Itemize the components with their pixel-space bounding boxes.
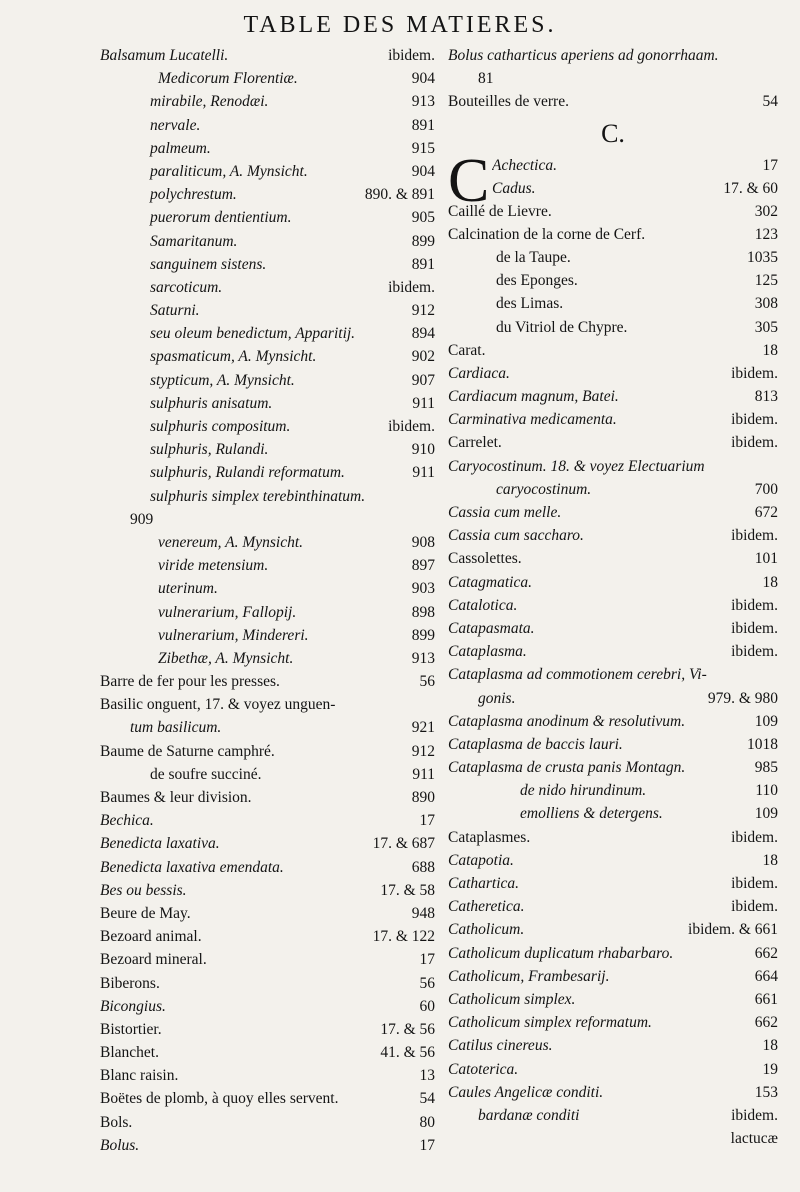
entry-text: Catholicum. [448,921,525,939]
index-entry [448,779,778,802]
entry-page-ref: 905 [411,209,435,227]
section-letter: C. [601,118,625,148]
entry-page-ref: ibidem. [731,596,778,614]
entry-text: nervale. [150,116,201,134]
entry-page-ref: 56 [419,673,435,691]
entry-text: des Limas. [496,295,564,313]
entry-text: puerorum dentientium. [150,209,292,227]
index-entry [100,438,435,461]
entry-page-ref: 17. & 122 [372,928,435,946]
entry-text: Catagmatica. [448,573,532,591]
index-entry [448,524,778,547]
entry-text: Catapasmata. [448,619,535,637]
index-entry [100,577,435,600]
index-entry [100,995,435,1018]
entry-page-ref: 13 [419,1067,435,1085]
index-entry [100,740,435,763]
index-entry [448,385,778,408]
entry-page-ref: 908 [411,533,435,551]
entry-text: Bechica. [100,812,154,830]
entry-page-ref: 899 [411,626,435,644]
index-entry [448,269,778,292]
entry-page-ref: 948 [411,904,435,922]
index-entry: Achectica. 17 [492,156,778,174]
entry-text: Cardiaca. [448,364,510,382]
entry-page-ref: 897 [411,557,435,575]
entry-text: Bols. [100,1113,133,1131]
index-entry [448,988,778,1011]
entry-text: paraliticum, A. Mynsicht. [150,162,308,180]
entry-page-ref: 890. & 891 [364,186,435,204]
index-entry [100,1064,435,1087]
entry-page-ref: 911 [412,464,435,482]
entry-page-ref: 1035 [747,248,778,266]
entry-page-ref: 915 [411,139,435,157]
entry-page-ref: 110 [755,782,778,800]
entry-page-ref: ibidem. [731,364,778,382]
index-entry [448,663,778,686]
index-entry [100,624,435,647]
index-entry [448,408,778,431]
entry-text: Catholicum, Frambesarij. [448,967,610,985]
entry-text: Bezoard mineral. [100,951,207,969]
entry-page-ref: 672 [754,504,778,521]
entry-text: Blanc raisin. [100,1067,179,1085]
index-entry [448,571,778,594]
entry-page-ref: 17. & 58 [380,881,435,899]
entry-text: Medicorum Florentiæ. [158,70,298,88]
index-entry [100,67,435,90]
entry-text: Cassia cum melle. [448,504,562,521]
entry-text: stypticum, A. Mynsicht. [150,371,295,389]
entry-text: emolliens & detergens. [520,805,663,823]
entry-page-ref: 17 [419,951,435,969]
entry-page-ref: ibidem. [731,411,778,429]
entry-page-ref: 891 [411,255,435,273]
index-entry [100,160,435,183]
entry-text: Bolus. [100,1136,140,1154]
index-entry [448,802,778,825]
entry-page-ref: lactucæ [730,1130,778,1148]
index-entry [448,316,778,339]
index-entry [100,1018,435,1041]
index-entry [448,478,778,501]
entry-page-ref: ibidem. & 661 [688,921,778,939]
entry-page-ref: 123 [754,225,778,243]
index-entry [100,972,435,995]
index-entry [100,879,435,902]
entry-text: Baume de Saturne camphré. [100,742,275,760]
index-entry [100,461,435,484]
entry-page-ref: 18 [762,341,778,359]
entry-page-ref: 913 [411,93,435,111]
index-entry [100,183,435,206]
index-entry [100,786,435,809]
index-entry [100,693,435,716]
entry-text: Saturni. [150,302,200,320]
entry-text: polychrestum. [150,186,237,204]
index-entry [448,617,778,640]
entry-text: seu oleum benedictum, Apparitij. [150,325,356,343]
index-entry [448,292,778,315]
entry-text: Catoterica. [448,1060,519,1078]
entry-page-ref: 899 [411,232,435,250]
entry-page-ref: 661 [754,990,778,1008]
index-entry [100,253,435,276]
index-entry [100,1134,435,1157]
entry-page-ref: ibidem. [388,418,435,435]
index-entry [100,90,435,113]
entry-page-ref: 910 [411,441,435,459]
entry-page-ref: ibidem. [388,47,435,64]
index-entry [100,832,435,855]
entry-page-ref: 700 [754,480,778,498]
index-entry [100,902,435,925]
index-entry [448,1011,778,1034]
entry-text: Bouteilles de verre. [448,93,569,111]
index-entry [448,594,778,617]
index-entry [100,1111,435,1134]
dropcap-letter: C [448,146,490,215]
entry-page-ref: 912 [411,742,435,760]
index-entry [100,925,435,948]
index-entry [448,90,778,113]
entry-text: Cataplasma de crusta panis Montagn. [448,759,686,777]
index-entry [448,895,778,918]
index-entry [448,826,778,849]
page-title: TABLE DES MATIERES. [243,12,557,38]
entry-text: sulphuris simplex terebinthinatum. [150,487,366,505]
entry-text: spasmaticum, A. Mynsicht. [150,348,317,366]
index-entry [448,362,778,385]
entry-page-ref: 17. & 56 [380,1020,435,1038]
entry-text: Bistortier. [100,1020,162,1038]
entry-page-ref: 912 [411,302,435,320]
index-entry [100,485,435,508]
entry-page-ref: 904 [411,70,435,88]
entry-text: Boëtes de plomb, à quoy elles servent. [100,1090,339,1108]
entry-page-ref: 979. & 980 [707,689,778,707]
entry-text: Biberons. [100,974,160,992]
index-entry [448,501,778,524]
entry-page-ref: 921 [411,719,435,737]
entry-page-ref: 19 [762,1060,778,1078]
entry-text: Benedicta laxativa. [100,835,220,853]
index-entry [448,756,778,779]
entry-page-ref: ibidem. [731,619,778,637]
entry-page-ref: 688 [411,858,435,876]
index-entry [448,44,778,67]
index-entry [448,918,778,941]
index-entry [448,547,778,570]
entry-text: Catholicum simplex. [448,990,576,1008]
entry-page-ref: ibidem. [731,1106,778,1124]
index-entry [100,392,435,415]
entry-text: palmeum. [150,139,211,157]
index-entry [100,230,435,253]
entry-text: sanguinem sistens. [150,255,267,273]
entry-page-ref: 911 [412,394,435,412]
entry-text: sulphuris anisatum. [150,394,273,412]
index-entry [100,322,435,345]
entry-page-ref: 902 [411,348,435,366]
index-entry [448,965,778,988]
entry-text: Bes ou bessis. [100,881,187,899]
entry-page-ref: 101 [754,550,778,568]
entry-text: des Eponges. [496,272,578,290]
entry-page-ref: 125 [754,272,778,290]
entry-text: Benedicta laxativa emendata. [100,858,284,876]
entry-text: Caules Angelicæ conditi. [448,1083,604,1101]
entry-text: Zibethæ, A. Mynsicht. [158,649,294,667]
entry-text: Catilus cinereus. [448,1037,553,1055]
entry-page-ref: 54 [762,93,778,111]
right-column [448,44,778,1150]
entry-text: de nido hirundinum. [520,782,647,800]
entry-text: de soufre succiné. [150,765,262,783]
entry-text: Baumes & leur division. [100,789,252,806]
entry-text: sulphuris, Rulandi. [150,441,269,459]
index-entry [100,206,435,229]
index-entry [448,1104,778,1127]
entry-page-ref: 17 [419,1136,435,1154]
left-column [100,44,435,1157]
index-entry [100,948,435,971]
index-entry [448,1127,778,1150]
entry-text: Bolus catharticus aperiens ad gonorrhaam. [448,47,719,64]
entry-page-ref: ibidem. [731,527,778,545]
entry-page-ref: 109 [754,805,778,823]
entry-page-ref: 662 [754,1014,778,1032]
index-entry [448,67,778,90]
entry-text: caryocostinum. [496,480,592,498]
entry-page-ref: 305 [754,318,778,336]
entry-text: Caillé de Lievre. [448,202,552,220]
index-entry [448,1034,778,1057]
entry-page-ref: 894 [411,325,435,343]
entry-text: Beure de May. [100,904,191,922]
entry-page-ref: 898 [411,603,435,621]
entry-page-ref: 60 [419,997,435,1015]
index-entry [448,339,778,362]
entry-text: Catapotia. [448,851,514,869]
entry-page-ref: 913 [411,649,435,667]
entry-page-ref: 907 [411,371,435,389]
entry-page-ref: 904 [411,162,435,180]
index-entry [100,114,435,137]
entry-page-ref: 17. & 687 [372,835,435,853]
index-entry [100,554,435,577]
entry-page-ref: 18 [762,1037,778,1055]
index-entry [448,223,778,246]
index-entry [448,872,778,895]
entry-text: Carat. [448,341,486,359]
entry-text: Cataplasma de baccis lauri. [448,735,623,753]
entry-text: Carminativa medicamenta. [448,411,617,429]
entry-text: sulphuris, Rulandi reformatum. [150,464,345,482]
entry-text: vulnerarium, Mindereri. [158,626,309,644]
entry-text: Carrelet. [448,434,502,452]
entry-text: 81 [478,70,494,88]
index-entry [100,137,435,160]
entry-page-ref: 308 [754,295,778,313]
entry-text: uterinum. [158,580,218,598]
entry-text: Cataplasmes. [448,828,531,846]
index-entry [100,716,435,739]
index-entry [100,763,435,786]
entry-text: Cardiacum magnum, Batei. [448,388,619,406]
entry-text: Balsamum Lucatelli. [100,47,229,64]
entry-text: de la Taupe. [496,248,571,266]
index-entry [448,640,778,663]
index-entry [448,710,778,733]
entry-text: Cataplasma ad commotionem cerebri, Vi- [448,666,707,684]
entry-page-ref: ibidem. [388,278,435,296]
entry-text: Cataplasma. [448,643,527,661]
index-entry [448,733,778,756]
entry-text: Cataplasma anodinum & resolutivum. [448,712,686,730]
entry-text: venereum, A. Mynsicht. [158,533,304,551]
entry-page-ref: 985 [754,759,778,777]
entry-text: mirabile, Renodæi. [150,93,269,111]
entry-text: vulnerarium, Fallopij. [158,603,297,621]
entry-page-ref: 890 [411,789,435,806]
index-entry [100,531,435,554]
index-entry [100,508,435,531]
entry-page-ref: 903 [411,580,435,598]
index-entry [448,1058,778,1081]
entry-text: du Vitriol de Chypre. [496,318,628,336]
index-entry [100,276,435,299]
index-entry [100,809,435,832]
entry-page-ref: ibidem. [731,875,778,892]
entry-page-ref: ibidem. [731,434,778,452]
index-entry [100,44,435,67]
entry-page-ref: 1018 [747,735,778,753]
index-entry [448,246,778,269]
entry-text: bardanæ conditi [478,1106,580,1124]
entry-page-ref: 17 [419,812,435,830]
index-entry [448,849,778,872]
entry-text: sulphuris compositum. [150,418,291,435]
index-entry [100,369,435,392]
entry-page-ref: ibidem. [731,828,778,846]
entry-text: viride metensium. [158,557,269,575]
entry-text: Barre de fer pour les presses. [100,673,280,691]
entry-text: Catheretica. [448,898,525,916]
entry-text: Cathartica. [448,875,520,892]
entry-text: Catholicum simplex reformatum. [448,1014,652,1032]
index-entry [100,647,435,670]
entry-page-ref: 41. & 56 [380,1044,435,1062]
index-entry [100,415,435,438]
index-entry [100,1087,435,1110]
entry-page-ref: ibidem. [731,643,778,661]
entry-text: Cassia cum saccharo. [448,527,584,545]
entry-text: Samaritanum. [150,232,238,250]
entry-text: Catholicum duplicatum rhabarbaro. [448,944,674,962]
index-entry [448,200,778,223]
entry-text: Caryocostinum. 18. & voyez Electuarium [448,457,705,475]
entry-text: sarcoticum. [150,278,223,296]
entry-page-ref: 813 [754,388,778,406]
index-entry [448,455,778,478]
index-entry [100,299,435,322]
index-entry [448,1081,778,1104]
index-entry: Cadus. 17. & 60 [492,179,778,197]
index-entry [448,942,778,965]
index-entry [448,687,778,710]
entry-page-ref: 109 [754,712,778,730]
entry-page-ref: 911 [412,765,435,783]
entry-text: tum basilicum. [130,719,222,737]
entry-page-ref: 664 [754,967,778,985]
entry-text: Cassolettes. [448,550,522,568]
entry-text: Bezoard animal. [100,928,202,946]
index-entry [100,856,435,879]
index-entry [448,431,778,454]
entry-page-ref: 662 [754,944,778,962]
entry-text: Blanchet. [100,1044,159,1062]
entry-page-ref: 153 [754,1083,778,1101]
entry-page-ref: 80 [419,1113,435,1131]
index-entry [100,670,435,693]
index-entry [100,345,435,368]
entry-page-ref: ibidem. [731,898,778,916]
entry-page-ref: 18 [762,851,778,869]
entry-text: Basilic onguent, 17. & voyez unguen- [100,696,336,714]
entry-text: gonis. [478,689,516,707]
entry-page-ref: 18 [762,573,778,591]
entry-text: Catalotica. [448,596,518,614]
entry-page-ref: 56 [419,974,435,992]
index-entry [100,1041,435,1064]
entry-page-ref: 302 [754,202,778,220]
entry-page-ref: 54 [419,1090,435,1108]
index-entry [100,601,435,624]
entry-text: Bicongius. [100,997,166,1015]
entry-text: 909 [130,510,154,528]
entry-page-ref: 891 [411,116,435,134]
entry-text: Calcination de la corne de Cerf. [448,225,646,243]
